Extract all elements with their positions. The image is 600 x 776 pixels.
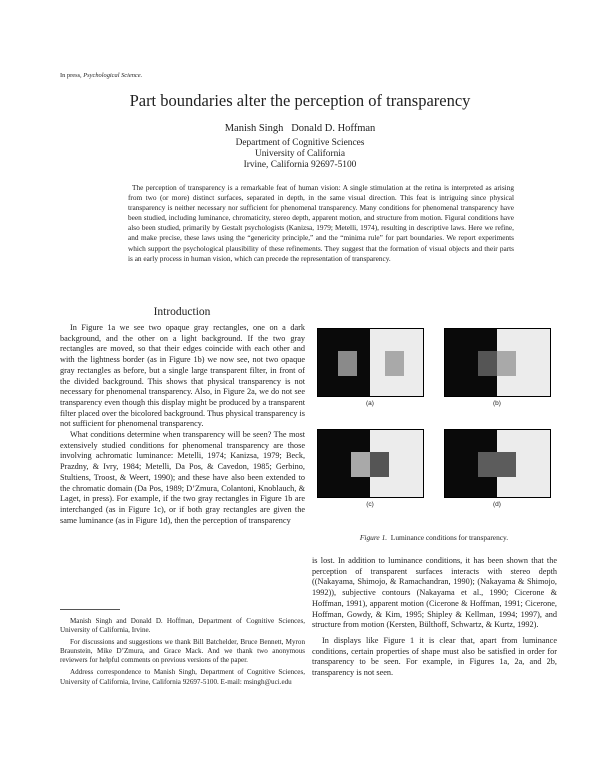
figure-panel-d <box>444 429 551 498</box>
footnote-rule <box>60 609 120 610</box>
affiliation-dept: Department of Cognitive Sciences <box>235 138 365 148</box>
gray-rectangle <box>497 452 516 477</box>
footnotes <box>60 617 305 690</box>
gray-rectangle <box>478 351 497 376</box>
paper-title: Part boundaries alter the perception of transparency <box>129 91 471 110</box>
figure-caption <box>312 533 556 542</box>
affiliation-university: University of California <box>254 149 346 159</box>
press-note: In press, Psychological Science. <box>60 72 143 79</box>
figure-label-c: (c) <box>366 501 374 508</box>
authors: Manish Singh Donald D. Hoffman <box>224 123 376 134</box>
caption-label: Figure 1. <box>359 533 388 542</box>
figure-label-d: (d) <box>493 501 501 508</box>
paragraph: is lost. In addition to luminance conditions, it has been shown that the perception of transparent surfaces interacts with stereo depth ((Nakayama, Shimojo, & Ramachandran, 1990); (Nakayama & Shimojo, 1992)), subjective contours (Nakayama et al., 1990; Cicerone & Hoffman, 1991), apparent motion (Cicerone & Hoffman, 1991; Cicerone, Hoffman, Gowdy, & Kim, 1995; Shipley & Kellman, 1994; 1997), and structure from motion (Kersten, Bülthoff, Schwartz, & Kurtz, 1992). <box>312 556 557 630</box>
gray-rectangle <box>478 452 497 477</box>
abstract <box>128 183 514 264</box>
figure-label-b: (b) <box>493 400 501 407</box>
body-column-left <box>60 323 305 526</box>
section-heading-introduction: Introduction <box>153 306 211 318</box>
footnote: Address correspondence to Manish Singh, Department of Cognitive Sciences, University of California, Irvine, California 92697-5100. E-mail: msingh@uci.edu <box>60 668 305 686</box>
gray-rectangle <box>370 452 389 477</box>
body-column-right <box>312 556 557 679</box>
figure-label-a: (a) <box>366 400 374 407</box>
paragraph: In displays like Figure 1 it is clear that, apart from luminance conditions, certain properties of shape must also be satisfied in order for transparency to be seen. For example, in Figures 1a, 2a, and 2b, transparency is not seen. <box>312 635 557 678</box>
paragraph: What conditions determine when transparency will be seen? The most extensively studied conditions for phenomenal transparency are those involving achromatic luminance: Metelli, 1974; Kanizsa, 1979; Beck, Prazdny, & Ivry, 1984; Metelli, Da Pos, & Cavedon, 1985; Gerbino, Stultiens, Troost, & Weert, 1990); and these have also been extended to the chromatic domain (Da Pos, 1989; D’Zmura, Colantoni, Knoblauch, & Laget, in press). For example, if the two gray rectangles in Figure 1b are interchanged (as in Figure 1c), or if both gray rectangles are given the same luminance (as in Figure 1d), then the perception of transparency <box>60 430 305 525</box>
affiliation-address: Irvine, California 92697-5100 <box>243 160 357 170</box>
figure-panel-b <box>444 328 551 397</box>
paragraph: In Figure 1a we see two opaque gray rectangles, one on a dark background, and the other on a light background. If the two gray rectangles are moved, so that their edges coincide with each other and with the lightness border (as in Figure 1b) we now see, not two opaque gray rectangles as before, but a single large transparent filter, in front of the divided background. This shows that physical transparency is not necessary for phenomenal transparency. Also, in Figure 2a, we do not see transparency even though this display might be produced by a transparent filter placed over the bicolored background. Thus physical transparency is not sufficient for phenomenal transparency. <box>60 323 305 429</box>
footnote: For discussions and suggestions we thank Bill Batchelder, Bruce Bennett, Myron Braunstein, Mike D’Zmura, and Grace Mack. And we thank two anonymous reviewers for helpful comments on previous versions of the paper. <box>60 638 305 665</box>
figure-1 <box>312 325 556 525</box>
gray-rectangle <box>351 452 370 477</box>
figure-panel-a <box>317 328 424 397</box>
gray-rectangle <box>497 351 516 376</box>
abstract-text: The perception of transparency is a remarkable feat of human vision: A single stimulation at the retina is interpreted as arising from two (or more) distinct surfaces, separated in depth, in the same visual direction. This feat is intriguing since physical transparency is neither necessary nor sufficient for phenomenal transparency. Many conditions for phenomenal transparency have been studied, including luminance, chromaticity, stereo depth, apparent motion, and structure from motion. Figural conditions have also been studied, primarily by Gestalt psychologists (Kanizsa, 1979; Metelli, 1974), resulting in descriptive laws. Here we refine, and make precise, these laws using the “genericity principle,” and the “minima rule” for part boundaries. We report experiments which support the psychological plausibility of these refinements. They suggest that the formation of visual objects and their parts is an early process in human vision, which can precede the representation of transparency. <box>128 183 514 263</box>
figure-panel-c <box>317 429 424 498</box>
gray-rectangle <box>338 351 357 376</box>
gray-rectangle <box>385 351 404 376</box>
caption-text: Luminance conditions for transparency. <box>387 533 509 542</box>
footnote: Manish Singh and Donald D. Hoffman, Department of Cognitive Sciences, University of California, Irvine. <box>60 617 305 635</box>
